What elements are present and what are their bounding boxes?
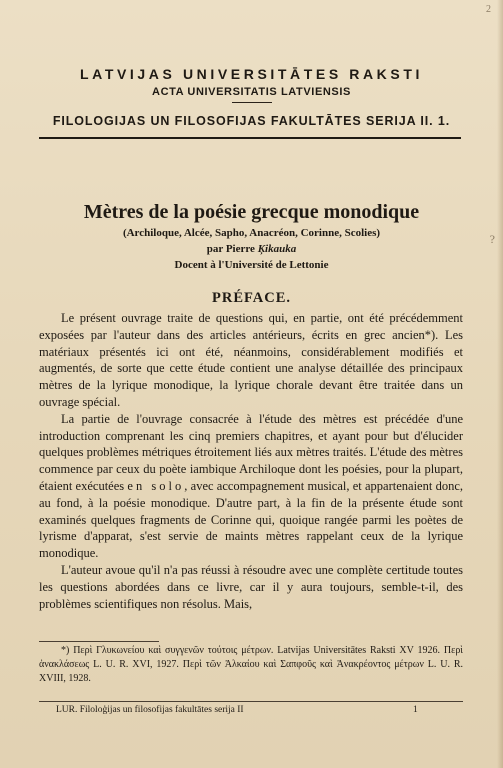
page-number: 1: [413, 705, 418, 715]
author-line: [0, 243, 503, 255]
author-position: Docent à l'Université de Lettonie: [174, 259, 329, 271]
author-name: Ķikauka: [257, 243, 297, 255]
preface-heading: PRÉFACE.: [211, 290, 292, 306]
journal-series: FILOLOGIJAS UN FILOSOFIJAS FAKULTĀTES SERIJA II. 1.: [52, 114, 451, 128]
footer-series: LUR. Filoloģijas un filosofijas fakultātes serija II: [56, 705, 244, 715]
paragraph-1: Le présent ouvrage traite de questions qui, en partie, ont été précédemment exposées par l'auteur dans des articles antérieurs, écrits en grec ancien*). Les matériaux présentés ici ont été, néanmoins, considérablement modifiés et augmentés, de sorte que cette étude contient une analyse détaillée des principaux mètres de la lyrique monodique, la lyrique chorale devant être traitée dans un ouvrage spécial.: [39, 311, 463, 409]
paragraph-3: L'auteur avoue qu'il n'a pas réussi à résoudre avec une complète certitude toutes les questions abordées dans ce livre, car il y aura toujours, semble-t-il, des problèmes scientifiques non résolus. Mais,: [39, 562, 463, 611]
header-small-divider: [232, 102, 272, 103]
footer-rule: [39, 701, 463, 702]
paragraph-2: [39, 411, 463, 562]
paragraph-2-part-b: , avec accompagnement musical, et appartenaient donc, au fond, à la poésie monodique. D'autre part, à la fin de la présente étude sont examinés quelques fragments de Corinne qui, quoique rangée parmi les poètes de lyrisme d'apparat, s'est servie de maints mètres rappelant ceux de la lyrique monodique.: [39, 478, 463, 561]
article-title: Mètres de la poésie grecque monodique: [83, 201, 420, 223]
journal-title: LATVIJAS UNIVERSITĀTES RAKSTI: [80, 66, 423, 82]
paragraph-2-part-a: La partie de l'ouvrage consacrée à l'étude des mètres est précédée d'une introduction comprenant les cinq premiers chapitres, et ayant pour but d'élucider quelques problèmes métriques étroitement liés aux mètres traités. L'étude des mètres commence par ceux du poète iambique Archiloque dont les poésies, pour la plupart, étaient exécutées: [39, 411, 463, 493]
footnote-text: *) Περὶ Γλυκωνείου καὶ συγγενῶν τούτοις μέτρων. Latvijas Universitātes Raksti XV 1926. Περὶ ἀνακλάσεως L. U. R. XVI, 1927. Περὶ τῶν Ἀλκαίου καὶ Σαπφοῦς καὶ Ἀνακρέοντος μέτρων L. U. R. XVIII, 1928.: [39, 645, 463, 684]
page-corner-mark: 2: [486, 4, 491, 15]
journal-latin-title: ACTA UNIVERSITATIS LATVIENSIS: [152, 86, 351, 98]
preface-body: [39, 310, 463, 612]
author-prefix: par Pierre: [206, 243, 258, 255]
margin-mark: ?: [489, 232, 495, 246]
header-rule: [39, 137, 461, 139]
footnote: [39, 644, 463, 685]
article-subtitle: (Archiloque, Alcée, Sapho, Anacréon, Corinne, Scolies): [122, 227, 381, 239]
footnote-rule: [39, 641, 159, 642]
paragraph-2-spaced: en solo: [127, 478, 185, 493]
